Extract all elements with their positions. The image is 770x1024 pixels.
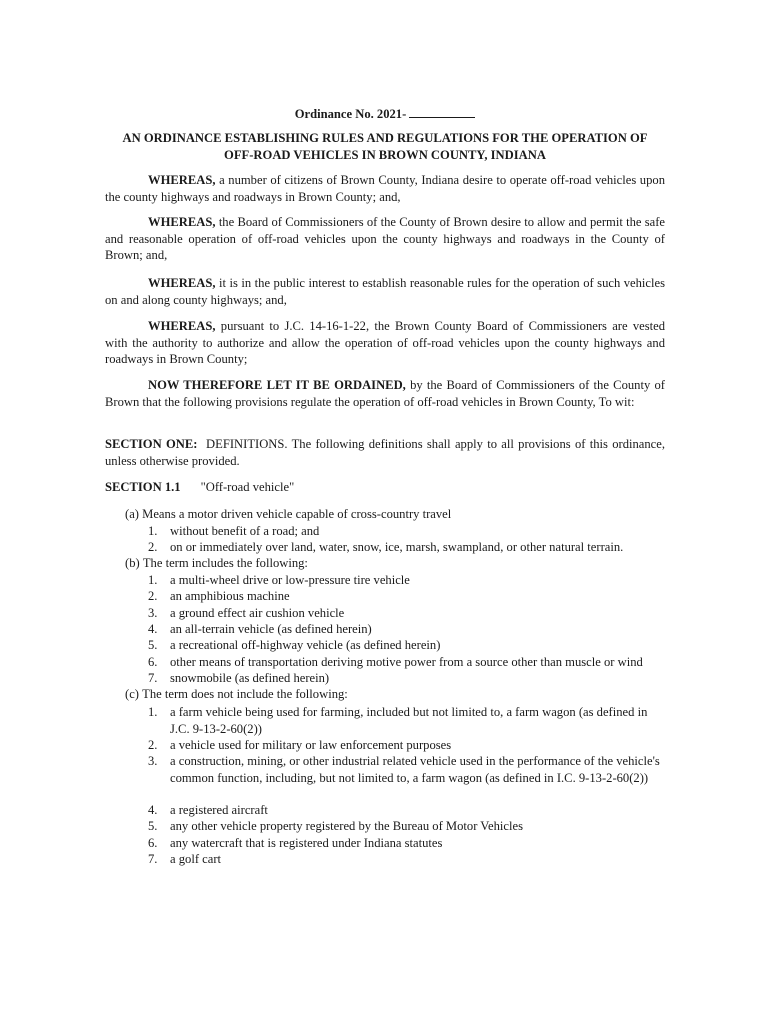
list-item-text: The term includes the following: (142, 556, 308, 570)
list-subitem-number: 2. (148, 540, 158, 554)
ordinance-number (0, 105, 770, 123)
list-subitem-number: 7. (148, 852, 158, 866)
list-subitem-text: on or immediately over land, water, snow, ice, marsh, swampland, or other natural terrain. (170, 540, 624, 554)
list-subitem-number: 4. (148, 622, 158, 636)
list-subitem-text: a recreational off-highway vehicle (as defined herein) (170, 638, 441, 652)
list-subitem-text: a registered aircraft (170, 803, 268, 817)
section-1-1-lead: SECTION 1.1 (105, 480, 181, 494)
list-subitem-number: 1. (148, 573, 158, 587)
list-subitem-number: 6. (148, 655, 158, 669)
section-1-1-heading (105, 479, 665, 496)
whereas-text: the Board of Commissioners of the County of Brown desire to allow and permit the safe and reasonable operation of off-road vehicles upon the county highways and roadways in the County of Brown; and, (105, 215, 665, 262)
list-item-a (125, 506, 451, 523)
list-subitem-number: 2. (148, 589, 158, 603)
list-subitem-number: 7. (148, 671, 158, 685)
whereas-paragraph-4 (105, 318, 665, 368)
list-subitem-number: 2. (148, 738, 158, 752)
list-subitem-text: an all-terrain vehicle (as defined herein) (170, 622, 372, 636)
list-subitem-number: 6. (148, 836, 158, 850)
whereas-paragraph-2 (105, 214, 665, 264)
ordinance-number-label: Ordinance No. 2021- (294, 107, 407, 121)
ordinance-number-blank (409, 105, 475, 118)
list-subitem-number: 5. (148, 819, 158, 833)
now-therefore-lead: NOW THEREFORE LET IT BE ORDAINED, (148, 378, 406, 392)
now-therefore-text: by the Board of Commissioners of the County of Brown that the following provisions regulate the operation of off-road vehicles in Brown County, To wit: (105, 378, 665, 409)
list-subitem-text: other means of transportation deriving motive power from a source other than muscle or wind (170, 655, 643, 669)
section-one-text: DEFINITIONS. The following definitions shall apply to all provisions of this ordinance, unless otherwise provided. (105, 437, 665, 468)
now-therefore-paragraph (105, 377, 665, 410)
section-one-lead: SECTION ONE: (105, 437, 198, 451)
list-subitem-text: an amphibious machine (170, 589, 290, 603)
whereas-paragraph-1 (105, 172, 665, 205)
whereas-lead: WHEREAS, (148, 276, 216, 290)
list-subitem-text: any other vehicle property registered by the Bureau of Motor Vehicles (170, 819, 523, 833)
whereas-text: it is in the public interest to establish reasonable rules for the operation of such vehicles on and along county highways; and, (105, 276, 665, 307)
list-subitem-text: without benefit of a road; and (170, 524, 320, 538)
list-subitem-number: 3. (148, 754, 158, 768)
section-one-paragraph (105, 436, 665, 469)
whereas-lead: WHEREAS, (148, 319, 216, 333)
list-item-b (125, 555, 308, 572)
section-1-1-text: "Off-road vehicle" (200, 480, 295, 494)
whereas-paragraph-3 (105, 275, 665, 308)
list-subitem-text: snowmobile (as defined herein) (170, 671, 330, 685)
whereas-lead: WHEREAS, (148, 173, 216, 187)
list-subitem (148, 539, 157, 556)
list-subitem-text: a farm vehicle being used for farming, included but not limited to, a farm wagon (as defined in J.C. 9-13-2-60(2)) (170, 705, 648, 736)
title-line-2: OFF-ROAD VEHICLES IN BROWN COUNTY, INDIANA (224, 147, 546, 162)
list-subitem (148, 523, 157, 540)
whereas-text: pursuant to J.C. 14-16-1-22, the Brown County Board of Commissioners are vested with the authority to authorize and allow the operation of off-road vehicles upon the county highways and roadways in Brown County; (105, 319, 665, 366)
list-subitem-text: a construction, mining, or other industrial related vehicle used in the performance of the vehicle's common function, including, but not limited to, a farm wagon (as defined in I.C. 9-13-2-60(2)) (170, 754, 660, 785)
list-subitem-number: 1. (148, 705, 158, 719)
list-item-text: The term does not include the following: (142, 687, 348, 701)
list-subitem-number: 5. (148, 638, 158, 652)
list-item-label: (b) (125, 556, 140, 570)
list-subitem-text: a golf cart (170, 852, 222, 866)
list-subitem-text: a multi-wheel drive or low-pressure tire vehicle (170, 573, 410, 587)
list-item-label: (c) (125, 687, 139, 701)
list-item-text: Means a motor driven vehicle capable of cross-country travel (142, 507, 452, 521)
title-line-1: AN ORDINANCE ESTABLISHING RULES AND REGULATIONS FOR THE OPERATION OF (122, 131, 648, 145)
list-item-c (125, 686, 348, 703)
ordinance-title (104, 130, 666, 163)
list-subitem-number: 1. (148, 524, 158, 538)
list-subitem-number: 3. (148, 606, 158, 620)
whereas-text: a number of citizens of Brown County, Indiana desire to operate off-road vehicles upon the county highways and roadways in Brown County; and, (105, 173, 665, 204)
whereas-lead: WHEREAS, (148, 215, 216, 229)
list-subitem-text: any watercraft that is registered under Indiana statutes (170, 836, 443, 850)
list-subitem-text: a ground effect air cushion vehicle (170, 606, 345, 620)
list-subitem-text: a vehicle used for military or law enforcement purposes (170, 738, 452, 752)
list-item-label: (a) (125, 507, 139, 521)
list-subitem-number: 4. (148, 803, 158, 817)
